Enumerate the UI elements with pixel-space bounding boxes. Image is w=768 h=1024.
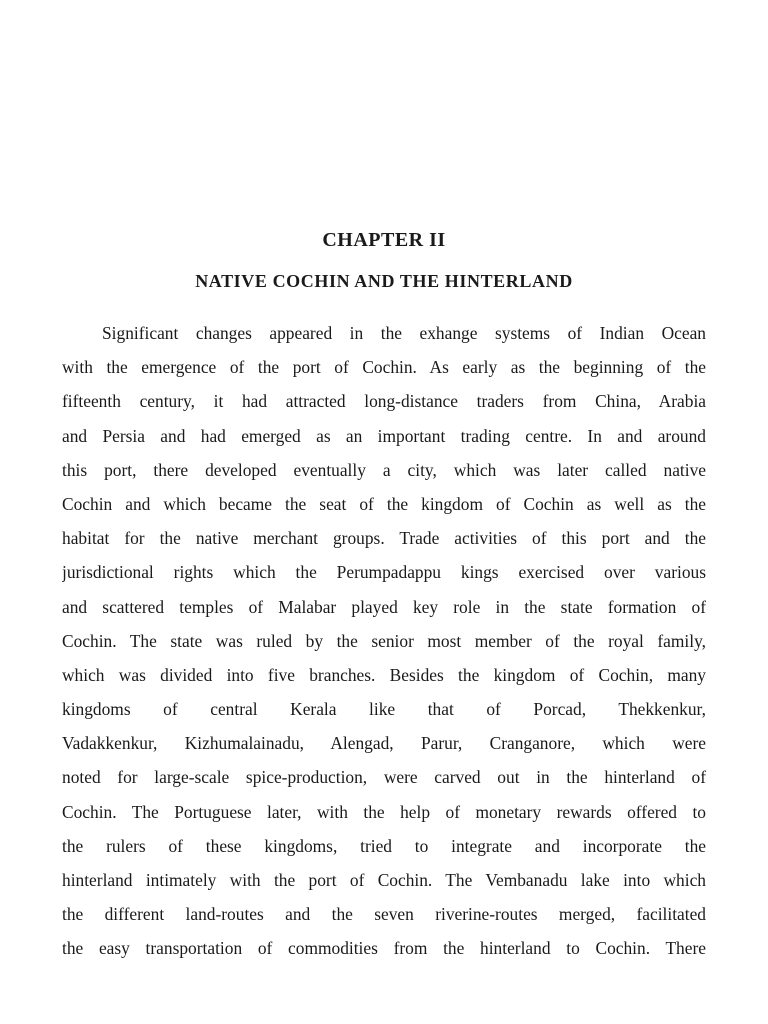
text-line: Cochin. The state was ruled by the senior most member of the royal family, (62, 630, 706, 651)
text-line: Significant changes appeared in the exhange systems of Indian Ocean (102, 323, 706, 343)
text-line: and Persia and had emerged as an important trading centre. In and around (62, 425, 706, 446)
text-line: fifteenth century, it had attracted long-distance traders from China, Arabia (62, 391, 706, 412)
text-line: habitat for the native merchant groups. Trade activities of this port and the (62, 528, 706, 549)
text-line: with the emergence of the port of Cochin. As early as the beginning of the (62, 357, 706, 378)
text-line: the rulers of these kingdoms, tried to integrate and incorporate the (62, 835, 706, 856)
text-line: the easy transportation of commodities from the hinterland to Cochin. There (62, 938, 706, 959)
text-line: kingdoms of central Kerala like that of Porcad, Thekkenkur, (62, 699, 706, 720)
body-paragraph (62, 316, 706, 966)
text-line: this port, there developed eventually a city, which was later called native (62, 459, 706, 480)
text-line: which was divided into five branches. Besides the kingdom of Cochin, many (62, 664, 706, 685)
text-line: Vadakkenkur, Kizhumalainadu, Alengad, Parur, Cranganore, which were (62, 733, 706, 754)
text-line: noted for large-scale spice-production, were carved out in the hinterland of (62, 767, 706, 788)
text-line: hinterland intimately with the port of Cochin. The Vembanadu lake into which (62, 870, 706, 890)
text-line: the different land-routes and the seven riverine-routes merged, facilitated (62, 904, 706, 925)
text-line: and scattered temples of Malabar played key role in the state formation of (62, 596, 706, 617)
chapter-title: NATIVE COCHIN AND THE HINTERLAND (195, 271, 573, 291)
text-line: Cochin. The Portuguese later, with the help of monetary rewards offered to (62, 801, 706, 822)
text-line: jurisdictional rights which the Perumpadappu kings exercised over various (62, 562, 706, 583)
chapter-number: CHAPTER II (322, 229, 446, 251)
text-line: Cochin and which became the seat of the kingdom of Cochin as well as the (62, 493, 706, 514)
